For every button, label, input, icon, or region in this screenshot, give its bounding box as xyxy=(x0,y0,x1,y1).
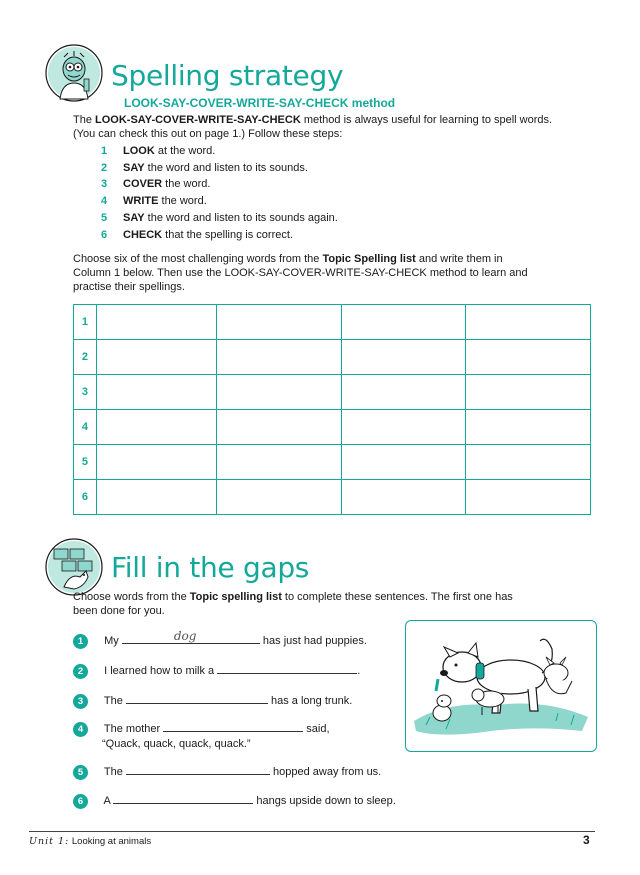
table-row xyxy=(74,410,591,445)
writing-cell-col-1[interactable] xyxy=(96,305,217,340)
writing-cell-col-3[interactable] xyxy=(341,410,466,445)
steps-list xyxy=(101,143,338,243)
sentence-text-pre: The xyxy=(103,695,123,707)
instructions-post: and write them in xyxy=(415,253,503,265)
table-row xyxy=(74,305,591,340)
table-row xyxy=(74,480,591,515)
sentence-1 xyxy=(73,631,367,649)
sentence-text-pre: The mother xyxy=(103,723,161,735)
sentence-number-badge: 2 xyxy=(73,664,88,679)
sentence-number-badge: 4 xyxy=(73,722,88,737)
step-item xyxy=(101,160,338,177)
writing-cell-col-2[interactable] xyxy=(217,340,342,375)
row-number: 1 xyxy=(74,305,97,340)
instructions-line3: practise their spellings. xyxy=(73,281,185,293)
writing-cell-col-4[interactable] xyxy=(466,480,591,515)
step-keyword: COVER xyxy=(123,178,163,191)
step-item xyxy=(101,210,338,227)
step-number: 1 xyxy=(101,145,108,157)
table-row xyxy=(74,340,591,375)
sentence-4 xyxy=(73,719,330,751)
step-item xyxy=(101,193,338,210)
section-title-spelling-strategy: Spelling strategy xyxy=(111,59,344,92)
writing-cell-col-3[interactable] xyxy=(341,340,466,375)
writing-cell-col-1[interactable] xyxy=(96,445,217,480)
fill-in-gaps-icon xyxy=(44,537,104,597)
sentence-text-post: hopped away from us. xyxy=(273,766,382,778)
writing-cell-col-1[interactable] xyxy=(96,340,217,375)
row-number: 5 xyxy=(74,445,97,480)
writing-cell-col-3[interactable] xyxy=(341,305,466,340)
intro-paragraph xyxy=(73,113,593,141)
sentence-text-pre: My xyxy=(104,635,119,647)
writing-cell-col-2[interactable] xyxy=(217,480,342,515)
step-text: the word. xyxy=(162,178,211,191)
writing-cell-col-1[interactable] xyxy=(96,375,217,410)
instructions-paragraph xyxy=(73,252,603,294)
step-text: at the word. xyxy=(154,145,216,157)
row-number: 4 xyxy=(74,410,97,445)
sentence-number-badge: 5 xyxy=(73,765,88,780)
fill-intro-bold: Topic spelling list xyxy=(189,591,282,603)
intro-text-pre: The xyxy=(73,114,96,126)
fill-intro-line2: been done for you. xyxy=(73,605,165,617)
step-keyword: SAY xyxy=(123,211,145,224)
fill-gaps-instructions xyxy=(73,590,603,618)
row-number: 6 xyxy=(74,480,97,515)
step-item xyxy=(101,143,338,160)
sentence-text-pre: I learned how to milk a xyxy=(104,665,215,677)
writing-cell-col-3[interactable] xyxy=(341,445,466,480)
fill-intro-pre: Choose words from the xyxy=(73,591,190,603)
spelling-practice-table xyxy=(73,304,591,515)
answer-blank[interactable] xyxy=(126,762,270,775)
writing-cell-col-4[interactable] xyxy=(466,410,591,445)
step-number: 6 xyxy=(101,228,108,241)
instructions-pre: Choose six of the most challenging words from the xyxy=(73,253,323,265)
writing-cell-col-1[interactable] xyxy=(96,480,217,515)
footer-unit-title: Looking at animals xyxy=(71,836,152,847)
writing-cell-col-4[interactable] xyxy=(466,375,591,410)
writing-cell-col-4[interactable] xyxy=(466,340,591,375)
sentence-3 xyxy=(73,691,352,709)
intro-text-bold: LOOK-SAY-COVER-WRITE-SAY-CHECK xyxy=(95,114,301,126)
step-item xyxy=(101,227,338,244)
step-item xyxy=(101,176,338,193)
step-keyword: CHECK xyxy=(123,228,163,241)
answer-blank[interactable] xyxy=(122,631,260,644)
page-number: 3 xyxy=(583,833,590,847)
sentence-6 xyxy=(73,791,396,809)
spelling-strategy-icon xyxy=(44,43,104,103)
writing-cell-col-1[interactable] xyxy=(96,410,217,445)
step-text: the word. xyxy=(158,195,207,208)
answer-blank[interactable] xyxy=(163,719,303,732)
section-title-fill-in-the-gaps: Fill in the gaps xyxy=(111,551,310,584)
writing-cell-col-2[interactable] xyxy=(217,305,342,340)
sentence-2 xyxy=(73,661,360,679)
writing-cell-col-2[interactable] xyxy=(217,410,342,445)
step-number: 5 xyxy=(101,211,108,224)
sentence-number-badge: 6 xyxy=(73,794,88,809)
sentence-number-badge: 3 xyxy=(73,694,88,709)
sentence-5 xyxy=(73,762,381,780)
intro-text-line2: (You can check this out on page 1.) Follow these steps: xyxy=(73,128,343,140)
answer-blank[interactable] xyxy=(113,791,253,804)
table-row xyxy=(74,375,591,410)
step-number: 2 xyxy=(101,161,108,174)
section-subtitle: LOOK-SAY-COVER-WRITE-SAY-CHECK method xyxy=(124,96,396,110)
row-number: 2 xyxy=(74,340,97,375)
step-text: that the spelling is correct. xyxy=(162,228,293,241)
step-keyword: LOOK xyxy=(123,145,155,157)
writing-cell-col-2[interactable] xyxy=(217,445,342,480)
step-text: the word and listen to its sounds. xyxy=(144,161,308,174)
dog-and-puppies-illustration xyxy=(405,620,597,752)
sentence-text-post: said, xyxy=(306,723,330,735)
footer-divider xyxy=(29,831,595,832)
step-keyword: WRITE xyxy=(123,195,159,208)
sentence-text-line2: “Quack, quack, quack, quack.” xyxy=(102,738,251,750)
footer-unit: Unit 1: xyxy=(29,836,70,847)
answer-handwriting: dog xyxy=(173,629,197,643)
writing-cell-col-4[interactable] xyxy=(466,305,591,340)
instructions-bold: Topic Spelling list xyxy=(322,253,416,265)
writing-cell-col-2[interactable] xyxy=(217,375,342,410)
writing-cell-col-3[interactable] xyxy=(341,480,466,515)
sentence-text-post: hangs upside down to sleep. xyxy=(256,795,396,807)
step-text: the word and listen to its sounds again. xyxy=(144,211,338,224)
sentence-text-post: has a long trunk. xyxy=(271,695,353,707)
fill-intro-post: to complete these sentences. The first one has xyxy=(281,591,513,603)
answer-blank[interactable] xyxy=(126,691,268,704)
intro-text-post: method is always useful for learning to spell words. xyxy=(300,114,553,126)
sentence-number-badge: 1 xyxy=(73,634,88,649)
sentence-text-pre: The xyxy=(103,766,123,778)
step-number: 4 xyxy=(101,195,108,208)
instructions-line2: Column 1 below. Then use the LOOK-SAY-COVER-WRITE-SAY-CHECK method to learn and xyxy=(73,267,528,279)
row-number: 3 xyxy=(74,375,97,410)
sentence-text-post: . xyxy=(357,665,361,677)
table-row xyxy=(74,445,591,480)
sentence-text-post: has just had puppies. xyxy=(262,635,367,647)
writing-cell-col-4[interactable] xyxy=(466,445,591,480)
step-keyword: SAY xyxy=(123,161,145,174)
writing-cell-col-3[interactable] xyxy=(341,375,466,410)
sentence-text-pre: A xyxy=(103,795,111,807)
step-number: 3 xyxy=(101,178,108,191)
answer-blank[interactable] xyxy=(217,661,357,674)
footer-unit-label xyxy=(29,836,151,847)
